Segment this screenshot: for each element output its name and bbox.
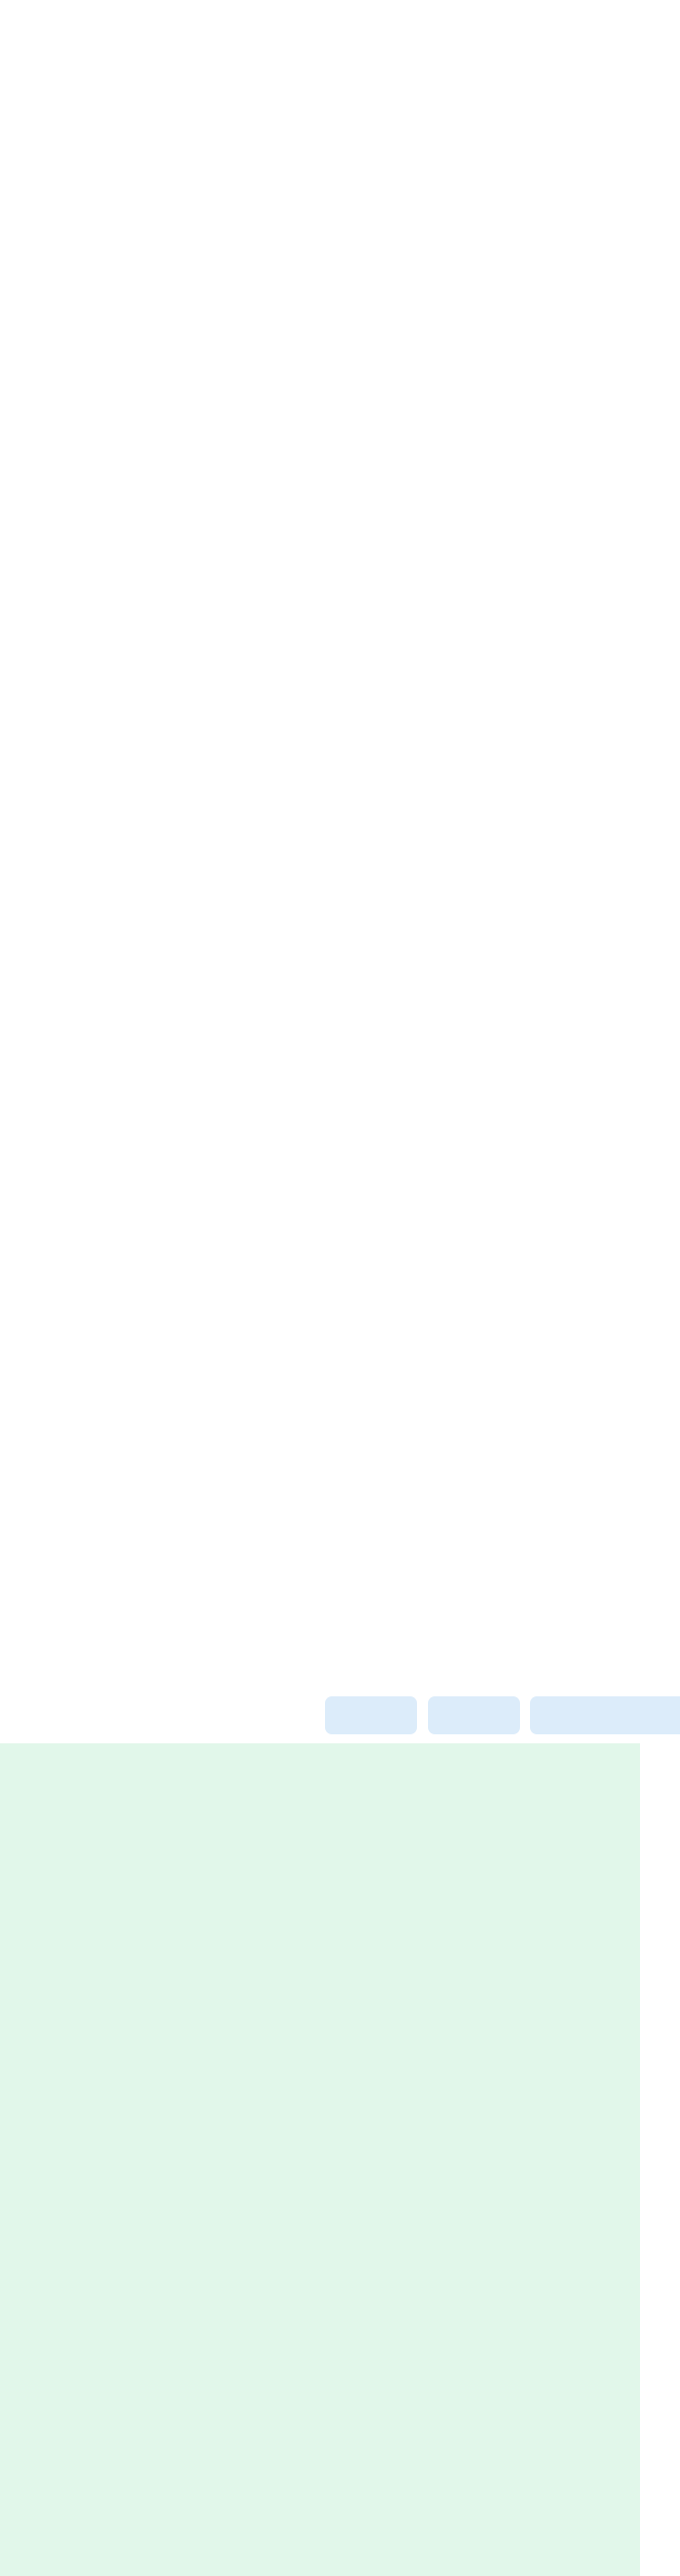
next-exercise-button[interactable] <box>428 1696 520 1734</box>
answer-panel <box>0 1743 640 2576</box>
exercise-header <box>0 1687 680 1743</box>
all-exercises-button[interactable] <box>530 1696 680 1734</box>
prev-exercise-button[interactable] <box>325 1696 417 1734</box>
